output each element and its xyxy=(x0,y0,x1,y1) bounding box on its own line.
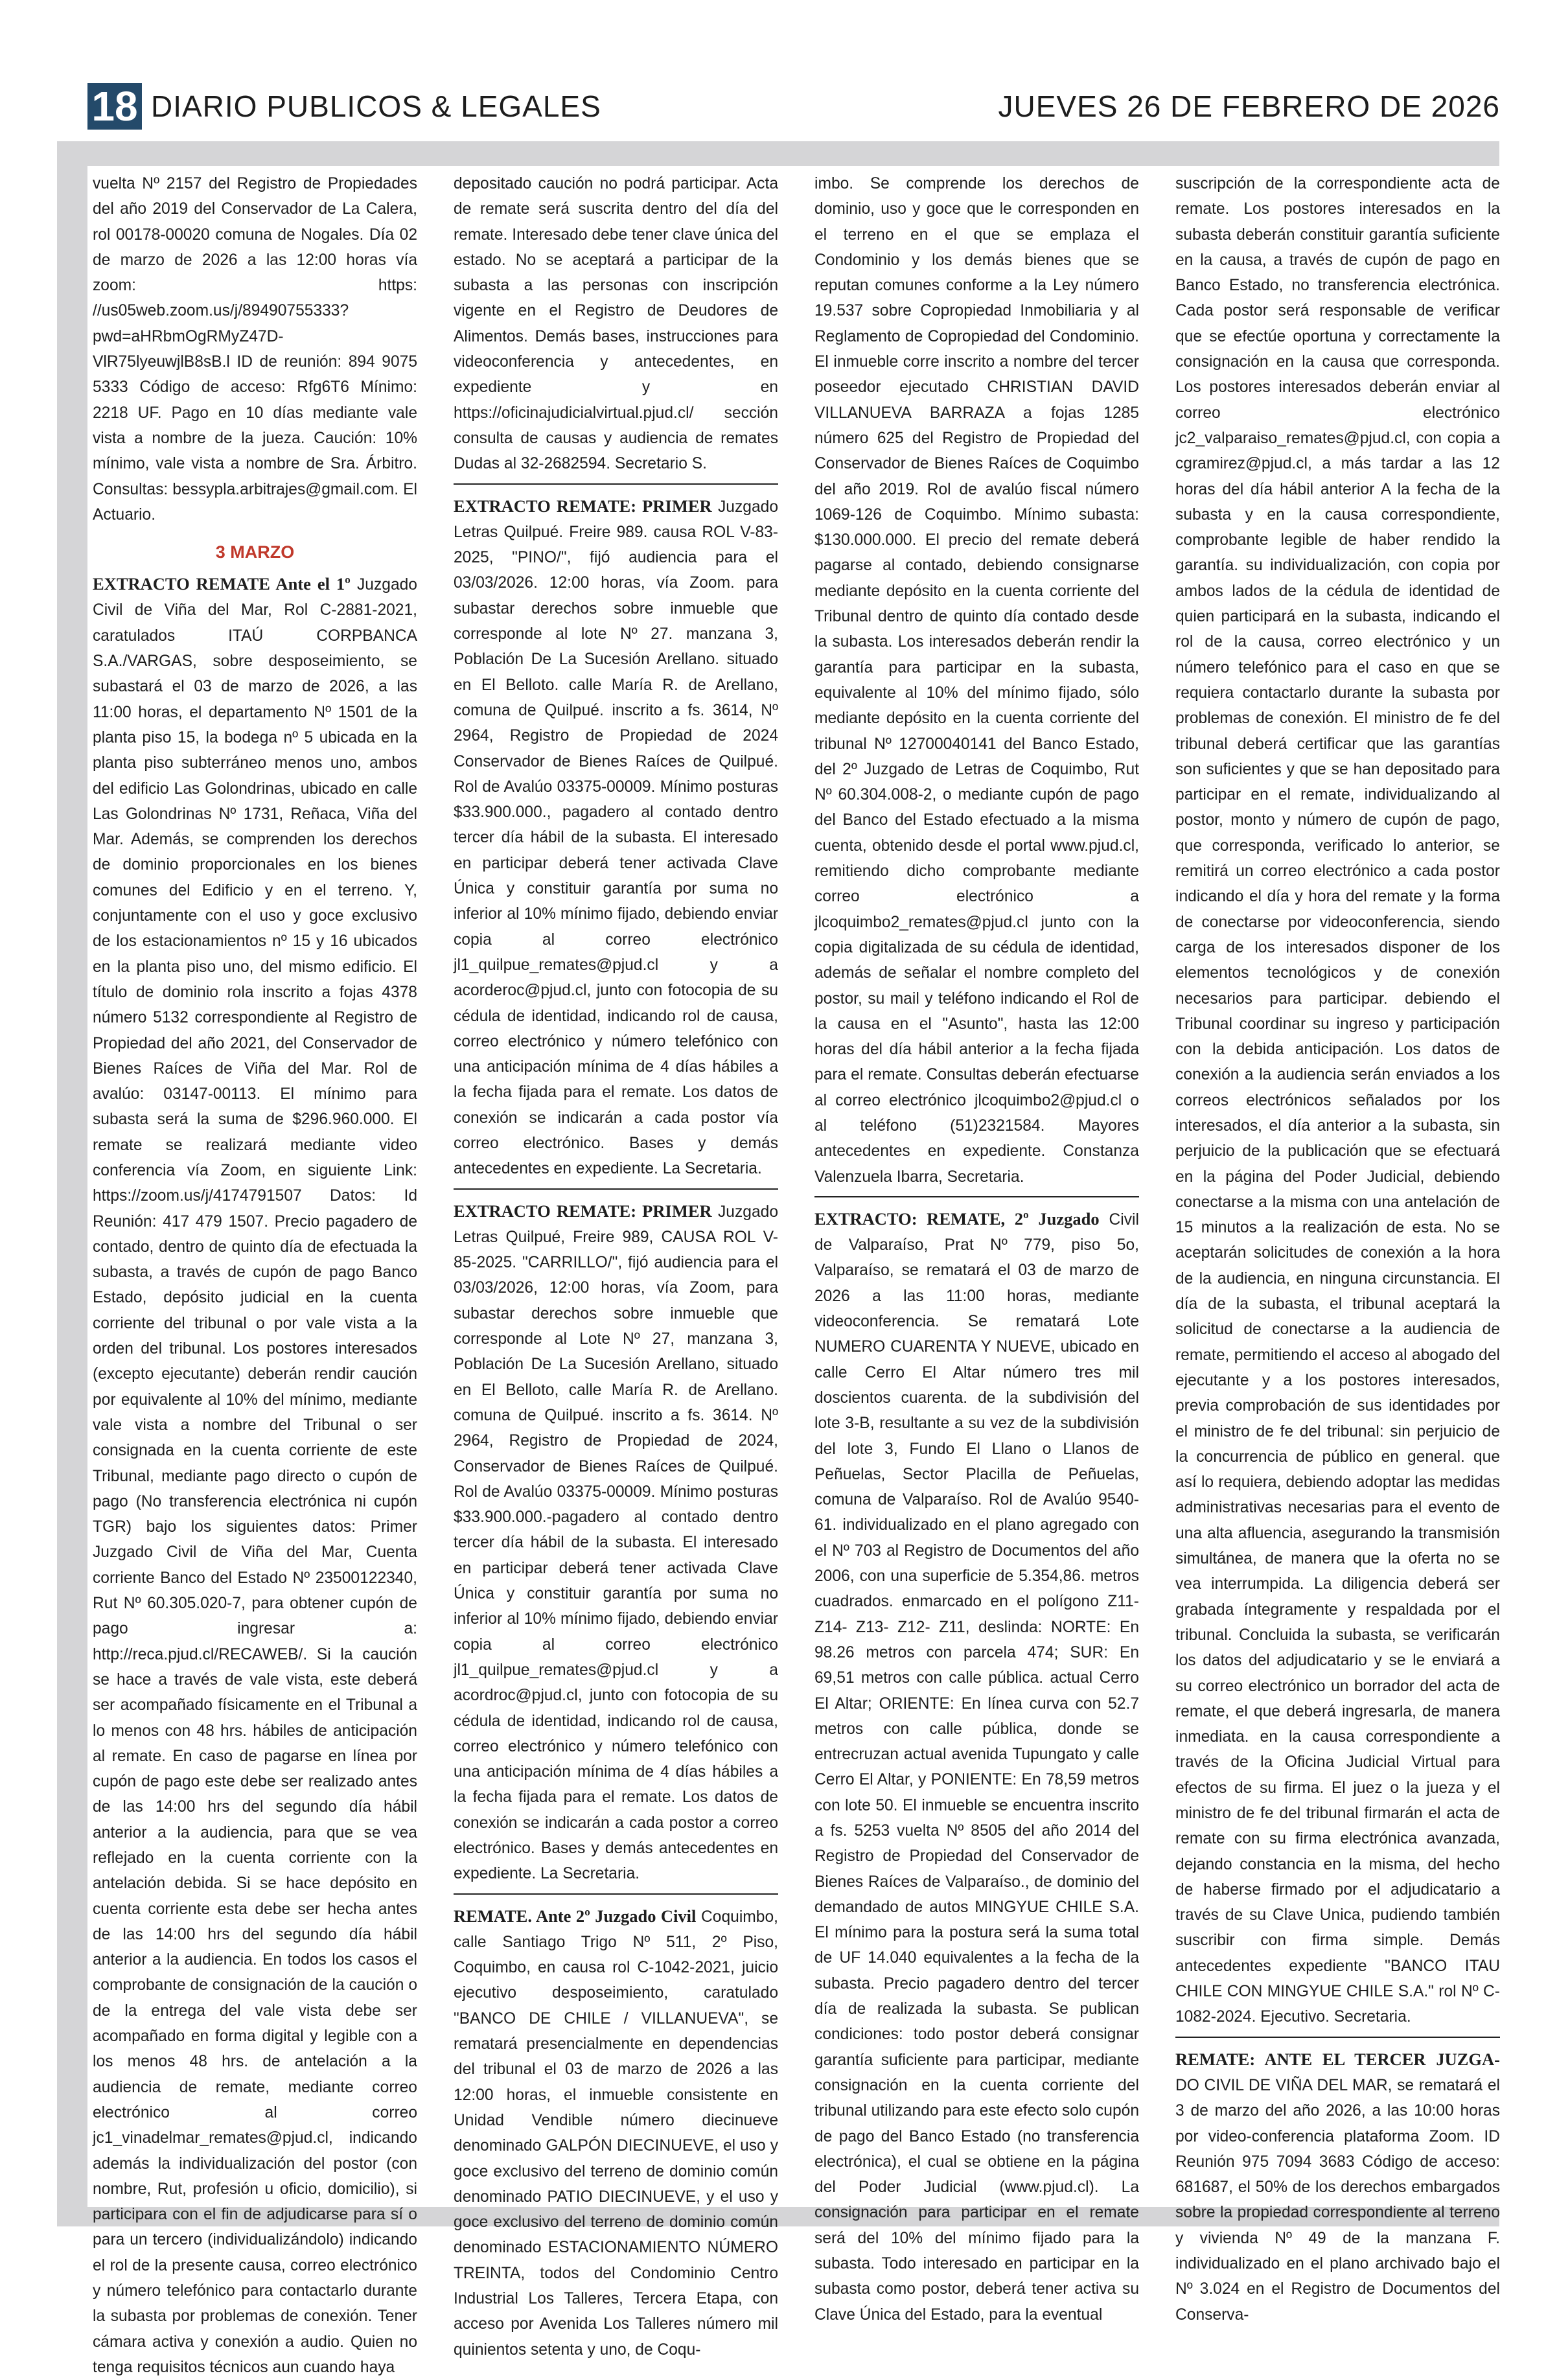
notice-lead: REMATE: ANTE EL TERCER JUZGA- xyxy=(1175,2049,1500,2069)
notice-divider xyxy=(814,1196,1139,1197)
legal-notice xyxy=(814,1207,1139,2328)
notice-body: Juzgado Letras Quilpué, Freire 989, CAUSA ROL V-85-2025. "CARRILLO/", fijó audiencia para el 03/03/2026, 12:00 horas, vía Zoom, para subastar derechos sobre inmueble que corresponde al Lote Nº 27, manzana 3, Población De La Sucesión Arellano, situado en El Belloto, calle María R. de Arellano. comuna de Quilpué. inscrito a fs. 3614. Nº 2964, Registro de Propiedad de 2024, Conservador de Bienes Raíces de Quilpué. Rol de Avalúo 03375-00009. Mínimo posturas $33.900.000.-pagadero al contado dentro tercer día hábil de la subasta. El interesado en participar deberá tener activada Clave Única y constituir garantía por suma no inferior al 10% mínimo fijado, debiendo enviar copia al correo electrónico jl1_quilpue_remates@pjud.cl y a acordroc@pjud.cl, junto con fotocopia de su cédula de identidad, indicando rol de causa, correo electrónico y número telefónico con una anticipación mínima de 4 días hábiles a la fecha fijada para el remate. Los datos de conexión se indicarán a cada postor a correo electrónico. Bases y demás antecedentes en expediente. La Secretaria. xyxy=(454,1203,778,1883)
notice-divider xyxy=(454,483,778,485)
columns xyxy=(87,171,1500,2376)
column-2 xyxy=(454,171,778,2359)
notice-text: suscripción de la correspondiente acta de remate. Los postores interesados en la subasta deberán constituir garantía suficiente en la causa, a través de cupón de pago en Banco Estado, no transferencia electrónica. Cada postor será responsable de verificar que se efectúe oportuna y correctamente la consignación en la causa que corresponda. Los postores interesados deberán enviar al correo electrónico jc2_valparaiso_remates@pjud.cl, con copia a cgramirez@pjud.cl, a más tardar a las 12 horas del día hábil anterior A la fecha de la subasta y en la causa correspondiente, comprobante legible de haber rendido la garantía. su individualización, con copia por ambos lados de la cédula de identidad de quien participará en la subasta, indicando el rol de la causa, correo electrónico y un número telefónico para el caso en que se requiera contactarlo durante la subasta por problemas de conexión. El ministro de fe del tribunal deberá certificar que las garantías son suficientes y que se han depositado para participar en el remate, individualizando al postor, monto y número de cupón de pago, que corresponda, verificado lo anterior, se remitirá un correo electrónico a cada postor indicando el día y hora del remate y la forma de conectarse por videoconferencia, siendo carga de los interesados disponer de los elementos tecnológicos y de conexión necesarios para participar. debiendo el Tribunal coordinar su ingreso y participación con la debida anticipación. Los datos de conexión a la audiencia serán enviados a los correos electrónicos señalados por los interesados, el día anterior a la subasta, sin perjuicio de la publicación que se efectuará en la página del Poder Judicial, debiendo conectarse a la misma con una antelación de 15 minutos a la realización de esta. No se aceptarán solicitudes de conexión a la hora de la audiencia, en ninguna circunstancia. El día de la subasta, el tribunal aceptará la solicitud de conectarse a la audiencia de remate, permitiendo el acceso al abogado del ejecutante y a los postores interesados, previa comprobación de sus identidades por el ministro de fe del tribunal: sin perjuicio de la concurrencia de público en general. que así lo requiera, debiendo adoptar las medidas administrativas necesarias para el evento de una alta afluencia, asegurando la transmisión simultánea, de manera que la oferta no se vea interrumpida. La diligencia deberá ser grabada íntegramente y respaldada por el tribunal. Concluida la subasta, se verificarán los datos del adjudicatario y se le enviará a su correo electrónico un borrador del acta de remate, el que deberá ingresarla, de manera inmediata. en la causa correspondiente a través de la Oficina Judicial Virtual para efectos de su firma. El juez o la jueza y el ministro de fe del tribunal firmarán el acta de remate con su firma electrónica avanzada, dejando constancia en la misma, del hecho de haberse firmado por el adjudicatario a través de su Clave Unica, pudiendo también suscribir con firma simple. Demás antecedentes expediente "BANCO ITAU CHILE CON MINGYUE CHILE S.A." rol Nº C-1082-2024. Ejecutivo. Secretaria. xyxy=(1175,175,1500,2026)
column-3 xyxy=(814,171,1139,2324)
notice-body: Juzgado Civil de Viña del Mar, Rol C-2881-2021, caratulados ITAÚ CORPBANCA S.A./VARGAS, sobre desposeimiento, se subastará el 03 de marzo de 2026, a las 11:00 horas, el departamento Nº 1501 de la planta piso 15, la bodega nº 5 ubicada en la planta piso subterráneo menos uno, ambos del edificio Las Golondrinas, ubicado en calle Las Golondrinas Nº 1731, Reñaca, Viña del Mar. Además, se comprenden los derechos de dominio proporcionales en los bienes comunes del Edificio y en el terreno. Y, conjuntamente con el uso y goce exclusivo de los estacionamientos nº 15 y 16 ubicados en la planta piso uno, del mismo edificio. El título de dominio rola inscrito a fojas 4378 número 5132 correspondiente al Registro de Propiedad del año 2021, del Conservador de Bienes Raíces de Viña del Mar. Rol de avalúo: 03147-00113. El mínimo para subasta será la suma de $296.960.000. El remate se realizará mediante video conferencia vía Zoom, en siguiente Link: https://zoom.us/j/4174791507 Datos: Id Reunión: 417 479 1507. Precio pagadero de contado, dentro de quinto día de efectuada la subasta, a través de cupón de pago Banco Estado, depósito judicial en la cuenta corriente del tribunal o por vale vista a la orden del tribunal. Los postores interesados (excepto ejecutante) deberán rendir caución por equivalente al 10% del mínimo, mediante vale vista a nombre del Tribunal o ser consignada en la cuenta corriente de este Tribunal, mediante pago directo o cupón de pago (No transferencia electrónica ni cupón TGR) bajo los siguientes datos: Primer Juzgado Civil de Viña del Mar, Cuenta corriente Banco del Estado Nº 23500122340, Rut Nº 60.305.020-7, para obtener cupón de pago ingresar a: http://reca.pjud.cl/RECAWEB/. Si la caución se hace a través de vale vista, este deberá ser acompañado físicamente en el Tribunal a lo menos con 48 hrs. hábiles de anticipación al remate. En caso de pagarse en línea por cupón de pago este debe ser realizado antes de las 14:00 hrs del segundo día hábil anterior a la audiencia, para que se vea reflejado en la cuenta corriente con la antelación debida. Si se hace depósito en cuenta corriente esta debe ser hecha antes de las 14:00 hrs del segundo día hábil anterior a la audiencia. En todos los casos el comprobante de consignación de la caución o de la entrega del vale vista debe ser acompañado en forma digital y legible con a los menos 48 hrs. de antelación a la audiencia de remate, mediante correo electrónico al correo jc1_vinadelmar_remates@pjud.cl, indicando además la individualización del postor (con nombre, Rut, profesión u oficio, domicilio), si participara con el fin de adjudicarse para sí o para un tercero (individualizándolo) indicando el rol de la presente causa, correo electrónico y número telefónico para contactarlo durante la subasta por problemas de conexión. Tener cámara activa y conexión a audio. Quien no tenga requisitos técnicos aun cuando haya xyxy=(93,576,417,2376)
page-header xyxy=(87,83,1500,130)
date-heading: 3 MARZO xyxy=(215,542,295,562)
publication-name: DIARIO PUBLICOS & LEGALES xyxy=(151,89,601,123)
legal-notice xyxy=(454,1904,778,2363)
notice-lead: REMATE. Ante 2º Juzgado Civil xyxy=(454,1906,697,1926)
notice-body: DO CIVIL DE VIÑA DEL MAR, se rematará el 3 de marzo del año 2026, a las 10:00 horas por video-conferencia plataforma Zoom. ID Reunión 975 7094 3683 Código de acceso: 681687, el 50% de los derechos embargados sobre la propiedad correspondiente al terreno y vivienda Nº 49 de la manzana F. individualizado en el plano archivado bajo el Nº 3.024 en el Registro de Documentos del Conserva- xyxy=(1175,2076,1500,2324)
notice-text: vuelta Nº 2157 del Registro de Propiedades del año 2019 del Conservador de La Calera, rol 00178-00020 comuna de Nogales. Día 02 de marzo de 2026 a las 12:00 horas vía zoom: https: //us05web.zoom.us/j/89490755333?pwd=aHRbmOgRMyZ47D-VlR75lyeuwjlB8sB.l ID de reunión: 894 9075 5333 Código de acceso: Rfg6T6 Mínimo: 2218 UF. Pago en 10 días mediante vale vista a nombre de la jueza. Caución: 10% mínimo, vale vista a nombre de Sra. Árbitro. Consultas: bessypla.arbitrajes@gmail.com. El Actuario. xyxy=(93,175,417,524)
notice-lead: EXTRACTO REMATE: PRIMER xyxy=(454,496,712,516)
notice-lead: EXTRACTO REMATE: PRIMER xyxy=(454,1201,712,1221)
notice-lead: EXTRACTO REMATE Ante el 1º xyxy=(93,574,351,594)
legal-notice xyxy=(1175,2047,1500,2328)
notice-body: Coquimbo, calle Santiago Trigo Nº 511, 2º Piso, Coquimbo, en causa rol C-1042-2021, juicio ejecutivo desposeimiento, caratulado "BANCO DE CHILE / VILLANUEVA", se rematará presencialmente en dependencias del tribunal el 03 de marzo de 2026 a las 12:00 horas, el inmueble consistente en Unidad Vendible número diecinueve denominado GALPÓN DIECINUEVE, el uso y goce exclusivo del terreno de dominio común denominado PATIO DIECINUEVE, y el uso y goce exclusivo del terreno de dominio común denominado ESTACIONAMIENTO NÚMERO TREINTA, todos del Condominio Centro Industrial Los Talleres, Tercera Etapa, con acceso por Avenida Los Talleres número mil quinientos setenta y uno, de Coqu- xyxy=(454,1908,778,2359)
legal-notice xyxy=(454,494,778,1182)
notice-body: Civil de Valparaíso, Prat Nº 779, piso 5o, Valparaíso, se rematará el 03 de marzo de 2026 a las 11:00 horas, mediante videoconferencia. Se rematará Lote NUMERO CUARENTA Y NUEVE, ubicado en calle Cerro El Altar número tres mil doscientos cuarenta. de la subdivisión del lote 3-B, resultante a su vez de la subdivisión del lote 3, Fundo El Llano o Llanos de Peñuelas, Sector Placilla de Peñuelas, comuna de Valparaíso. Rol de Avalúo 9540-61. individualizado en el plano agregado con el Nº 703 al Registro de Documentos del año 2006, con una superficie de 5.354,86. metros cuadrados. enmarcado en el polígono Z11-Z14- Z13- Z12- Z11, deslinda: NORTE: En 98.26 metros con parcela 474; SUR: En 69,51 metros con calle pública. actual Cerro El Altar; ORIENTE: En línea curva con 52.7 metros con calle pública, donde se entrecruzan actual avenida Tupungato y calle Cerro El Altar, y PONIENTE: En 78,59 metros con lote 50. El inmueble se encuentra inscrito a fs. 5253 vuelta Nº 8505 del año 2014 del Registro de Propiedad del Conservador de Bienes Raíces de Valparaíso., de dominio del demandado de autos MINGYUE CHILE S.A. El mínimo para la postura será la suma total de UF 14.040 equivalentes a la fecha de la subasta. Precio pagadero dentro del tercer día de realizada la subasta. Se publican condiciones: todo postor deberá consignar garantía suficiente para participar, mediante consignación en la cuenta corriente del tribunal utilizando para este efecto solo cupón de pago del Banco Estado (no transferencia electrónica), el cual se obtiene en la página del Poder Judicial (www.pjud.cl). La consignación para participar en el remate será del 10% del mínimo fijado para la subasta. Todo interesado en participar en la subasta como postor, deberá tener activa su Clave Única del Estado, para la eventual xyxy=(814,1210,1139,2324)
notice-divider xyxy=(1175,2037,1500,2038)
notice-text: imbo. Se comprende los derechos de dominio, uso y goce que le corresponden en el terreno en el que se emplaza el Condominio y los demás bienes que se reputan comunes conforme a la Ley número 19.537 sobre Copropiedad Inmobiliaria y al Reglamento de Copropiedad del Condominio. El inmueble corre inscrito a nombre del tercer poseedor ejecutado CHRISTIAN DAVID VILLANUEVA BARRAZA a fojas 1285 número 625 del Registro de Propiedad del Conservador de Bienes Raíces de Coquimbo del año 2019. Rol de avalúo fiscal número 1069-126 de Coquimbo. Mínimo subasta: $130.000.000. El precio del remate deberá pagarse al contado, debiendo consignarse mediante depósito en la cuenta corriente del Tribunal dentro de quinto día contado desde la subasta. Los interesados deberán rendir la garantía para participar en la subasta, equivalente al 10% del mínimo fijado, sólo mediante depósito en la cuenta corriente del tribunal Nº 12700040141 del Banco Estado, del 2º Juzgado de Letras de Coquimbo, Rut Nº 60.304.008-2, o mediante cupón de pago del Banco del Estado efectuado a la misma cuenta, obtenido desde el portal www.pjud.cl, remitiendo dicho comprobante mediante correo electrónico a jlcoquimbo2_remates@pjud.cl junto con la copia digitalizada de su cédula de identidad, además de señalar el nombre completo del postor, su mail y teléfono indicando el Rol de la causa en el "Asunto", hasta las 12:00 horas del día hábil anterior a la fecha fijada para el remate. Consultas deberán efectuarse al correo electrónico jlcoquimbo2@pjud.cl o al teléfono (51)2321584. Mayores antecedentes en expediente. Constanza Valenzuela Ibarra, Secretaria. xyxy=(814,175,1139,1186)
notice-body: Juzgado Letras Quilpué. Freire 989. causa ROL V-83-2025, "PINO/", fijó audiencia para el 03/03/2026. 12:00 horas, vía Zoom. para subastar derechos sobre inmueble que corresponde al lote Nº 27. manzana 3, Población De La Sucesión Arellano. situado en El Belloto. calle María R. de Arellano, comuna de Quilpué. inscrito a fs. 3614, Nº 2964, Registro de Propiedad de 2024 Conservador de Bienes Raíces de Quilpué. Rol de Avalúo 03375-00009. Mínimo posturas $33.900.000., pagadero al contado dentro tercer día hábil de la subasta. El interesado en participar deberá tener activada Clave Única y constituir garantía por suma no inferior al 10% mínimo fijado, debiendo enviar copia al correo electrónico jl1_quilpue_remates@pjud.cl y a acorderoc@pjud.cl, junto con fotocopia de su cédula de identidad, indicando rol de causa, correo electrónico y número telefónico con una anticipación mínima de 4 días hábiles a la fecha fijada para el remate. Los datos de conexión se indicarán a cada postor vía correo electrónico. Bases y demás antecedentes en expediente. La Secretaria. xyxy=(454,498,778,1178)
legal-notice xyxy=(93,572,417,2380)
column-1 xyxy=(93,171,417,2376)
column-4 xyxy=(1175,171,1500,2324)
publication-date: JUEVES 26 DE FEBRERO DE 2026 xyxy=(998,89,1500,123)
notice-divider xyxy=(454,1188,778,1190)
legal-notice xyxy=(454,1199,778,1887)
notice-lead: EXTRACTO: REMATE, 2º Juzgado xyxy=(814,1208,1100,1229)
page-number: 18 xyxy=(87,83,142,130)
notice-text: depositado caución no podrá participar. Acta de remate será suscrita dentro del día del remate. Interesado debe tener clave única del estado. No se aceptará a participar de la subasta a las personas con inscripción vigente en el Registro de Deudores de Alimentos. Demás bases, instrucciones para videoconferencia y antecedentes, en expediente y en https://oficinajudicialvirtual.pjud.cl/ sección consulta de causas y audiencia de remates Dudas al 32-2682594. Secretario S. xyxy=(454,175,778,473)
notice-divider xyxy=(454,1893,778,1895)
content-area xyxy=(87,166,1500,2376)
